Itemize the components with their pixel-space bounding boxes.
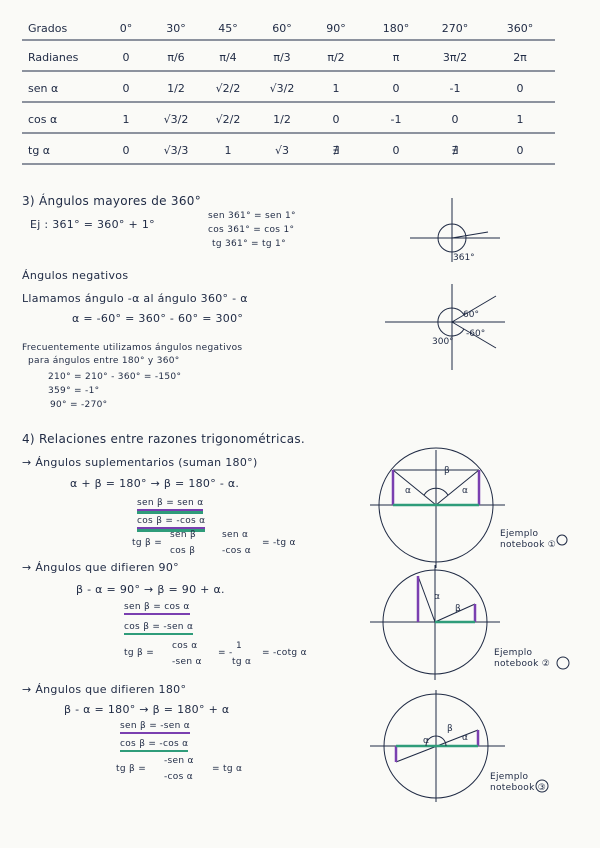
table-cell: 1	[122, 113, 130, 126]
table-cell: -1	[449, 82, 461, 95]
diff180-relation: β - α = 180° → β = 180° + α	[64, 703, 230, 716]
diff180-note: Ejemplo notebook ③	[490, 772, 547, 793]
negatives-example3: 90° = -270°	[50, 400, 108, 410]
table-cell: -1	[390, 113, 402, 126]
section3-eq-sen: sen 361° = sen 1°	[208, 211, 296, 221]
table-cell: 1	[516, 113, 524, 126]
table-cell: 180°	[382, 22, 410, 35]
section4-title: 4) Relaciones entre razones trigonométricas.	[22, 432, 306, 446]
table-cell: 0	[392, 82, 400, 95]
negatives-example1: 210° = 210° - 360° = -150°	[48, 372, 182, 382]
table-cell: ∄	[332, 144, 340, 157]
table-cell: 0	[516, 144, 524, 157]
diff90-note: Ejemplo notebook ②	[494, 648, 551, 669]
negatives-line3: Frecuentemente utilizamos ángulos negativos	[22, 343, 243, 353]
table-cell: π/2	[327, 51, 345, 64]
diff180-tg-den: -cos α	[164, 772, 193, 782]
table-cell: 360°	[506, 22, 534, 35]
table-cell: √2/2	[215, 82, 241, 95]
negatives-example2: 359° = -1°	[48, 386, 100, 396]
diff180-title: → Ángulos que difieren 180°	[22, 683, 187, 696]
supp-fig-beta: β	[444, 466, 450, 476]
table-cell: 0	[122, 144, 130, 157]
diff180-fig-alpha-left: α	[423, 736, 429, 746]
table-cell: 1	[332, 82, 340, 95]
table-cell: 45°	[218, 22, 238, 35]
negatives-title: Ángulos negativos	[22, 269, 129, 282]
supp-title: → Ángulos suplementarios (suman 180°)	[22, 456, 258, 469]
table-cell: 270°	[441, 22, 469, 35]
supp-tg-den2: -cos α	[222, 546, 251, 556]
table-cell: π	[392, 51, 400, 64]
diff90-relation: β - α = 90° → β = 90 + α.	[76, 583, 225, 596]
table-cell: √3	[274, 144, 289, 157]
section3-eq-cos: cos 361° = cos 1°	[208, 225, 295, 235]
table-cell: 0°	[119, 22, 133, 35]
table-cell: 30°	[166, 22, 186, 35]
differ180-diagram	[370, 690, 505, 802]
supp-tg-num: sen β	[170, 530, 197, 540]
diff90-cos: cos β = -sen α	[124, 622, 193, 635]
table-cell: 3π/2	[442, 51, 468, 64]
diff90-fig-beta: β	[455, 604, 461, 614]
table-cell: √3/2	[163, 113, 189, 126]
table-row-label: cos α	[28, 113, 58, 126]
section3-eq-tg: tg 361° = tg 1°	[212, 239, 286, 249]
diff90-tg-lead: tg β =	[124, 648, 155, 658]
table-cell: √3/2	[269, 82, 295, 95]
section3-title: 3) Ángulos mayores de 360°	[22, 194, 202, 208]
diff180-fig-alpha-right: α	[462, 733, 468, 743]
table-cell: √2/2	[215, 113, 241, 126]
table-cell: 1/2	[167, 82, 185, 95]
fig-neg-300: 300°	[432, 337, 454, 347]
supp-fig-alpha-right: α	[462, 486, 468, 496]
angle-361-diagram	[410, 198, 500, 262]
section3-example: Ej : 361° = 360° + 1°	[30, 218, 155, 231]
negatives-line4: para ángulos entre 180° y 360°	[28, 356, 180, 366]
supp-tg-lead: tg β =	[132, 538, 163, 548]
diff180-tg-lead: tg β =	[116, 764, 147, 774]
table-cell: 0	[516, 82, 524, 95]
differ90-diagram	[370, 565, 500, 680]
table-cell: 0	[392, 144, 400, 157]
table-cell: 0	[122, 82, 130, 95]
table-cell: 0	[332, 113, 340, 126]
notebook-marker	[557, 535, 567, 545]
supplementary-diagram	[370, 448, 505, 568]
diff90-sen: sen β = cos α	[124, 602, 190, 615]
diff90-fig-alpha: α	[434, 592, 440, 602]
fig-neg-minus60: -60°	[466, 329, 486, 339]
table-row-label: tg α	[28, 144, 51, 157]
diff90-title: → Ángulos que difieren 90°	[22, 561, 179, 574]
negatives-line1: Llamamos ángulo -α al ángulo 360° - α	[22, 292, 248, 305]
diff180-cos: cos β = -cos α	[120, 739, 188, 752]
diff90-tg-den: -sen α	[172, 657, 202, 667]
supp-relation: α + β = 180° → β = 180° - α.	[70, 477, 240, 490]
diff90-tg-mid: = -	[218, 648, 233, 658]
diff180-tg-num: -sen α	[164, 756, 194, 766]
diff90-tg-num: cos α	[172, 641, 198, 651]
table-cell: 1/2	[273, 113, 291, 126]
supp-fig-alpha-left: α	[405, 486, 411, 496]
notebook-marker	[557, 657, 569, 669]
supp-tg-result: = -tg α	[262, 538, 296, 548]
notebook-marker	[536, 780, 548, 792]
table-cell: 90°	[326, 22, 346, 35]
table-cell: 1	[224, 144, 232, 157]
fig-neg-60: 60°	[463, 310, 479, 320]
supp-tg-num2: sen α	[222, 530, 249, 540]
table-row-label: Radianes	[28, 51, 79, 64]
table-cell: 0	[451, 113, 459, 126]
diff180-tg-result: = tg α	[212, 764, 243, 774]
table-cell: 60°	[272, 22, 292, 35]
diff180-sen: sen β = -sen α	[120, 721, 190, 734]
supp-sen: sen β = sen α	[137, 498, 203, 511]
supp-note: Ejemplo notebook ①	[500, 529, 557, 550]
supp-tg-den: cos β	[170, 546, 196, 556]
diff90-tg-den2: tg α	[232, 657, 252, 667]
table-cell: 2π	[513, 51, 527, 64]
table-cell: √3/3	[163, 144, 189, 157]
table-cell: π/6	[167, 51, 185, 64]
table-cell: 0	[122, 51, 130, 64]
table-row-label: Grados	[28, 22, 68, 35]
table-cell: π/3	[273, 51, 291, 64]
diff90-tg-num2: 1	[236, 641, 243, 651]
diff180-fig-beta: β	[447, 724, 453, 734]
table-row-label: sen α	[28, 82, 59, 95]
negatives-line2: α = -60° = 360° - 60° = 300°	[72, 312, 244, 325]
diff90-tg-result: = -cotg α	[262, 648, 307, 658]
table-cell: ∄	[451, 144, 459, 157]
fig-361-label: 361°	[453, 253, 475, 263]
supp-cos: cos β = -cos α	[137, 516, 205, 529]
table-cell: π/4	[219, 51, 237, 64]
negative-angle-diagram	[385, 284, 505, 370]
